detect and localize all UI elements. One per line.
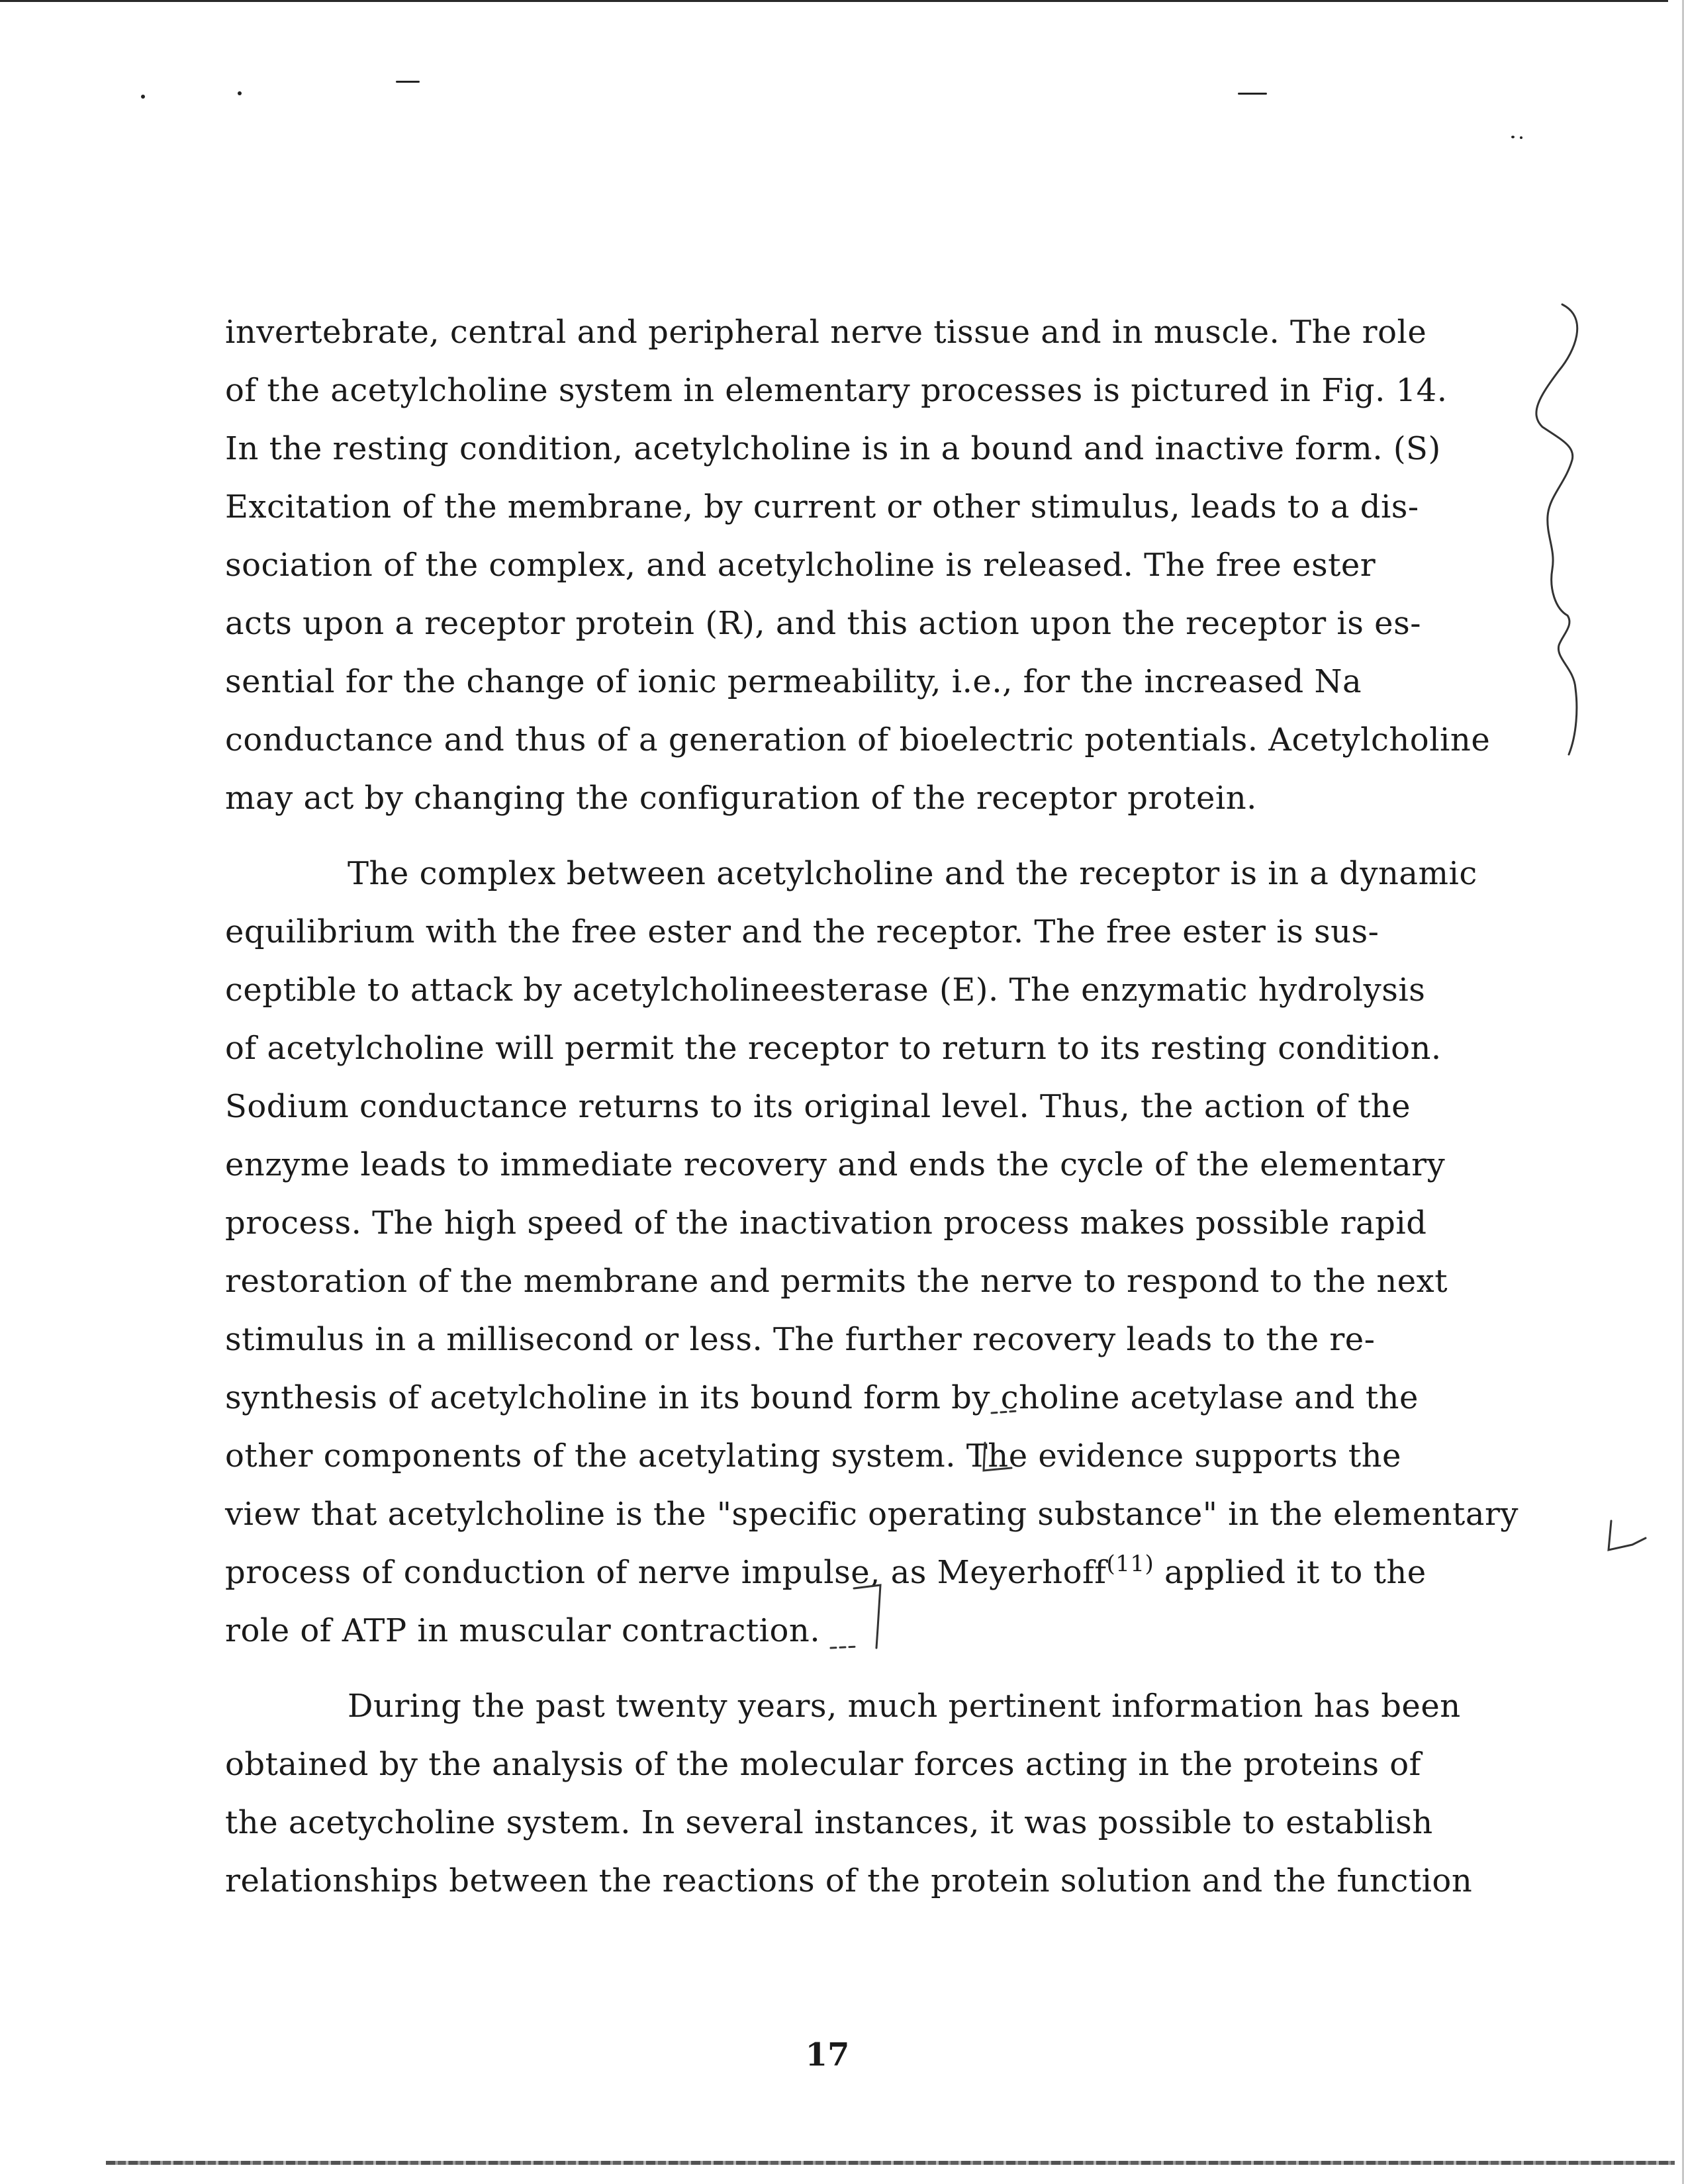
- text-line: obtained by the analysis of the molecular forces acting in the proteins of: [225, 1746, 1421, 1783]
- scan-speck: [141, 95, 145, 99]
- paragraph-gap: [225, 827, 1582, 844]
- text-line: restoration of the membrane and permits the nerve to respond to the next: [225, 1263, 1448, 1300]
- text-line: stimulus in a millisecond or less. The further recovery leads to the re-: [225, 1321, 1376, 1358]
- text-line: enzyme leads to immediate recovery and ends the cycle of the elementary: [225, 1146, 1446, 1183]
- top-scan-edge: [0, 0, 1668, 2]
- scan-mark: [1238, 93, 1267, 95]
- text-line: may act by changing the configuration of the receptor protein.: [225, 780, 1257, 817]
- citation-superscript: (11): [1106, 1551, 1154, 1577]
- text-line: The complex between acetylcholine and the receptor is in a dynamic: [348, 855, 1477, 892]
- text-line: other components of the acetylating system. The evidence supports the: [225, 1437, 1401, 1475]
- pencil-bracket-open-mark: [978, 1410, 1038, 1476]
- text-line: conductance and thus of a generation of bioelectric potentials. Acetylcholine: [225, 721, 1491, 758]
- text-line: view that acetylcholine is the "specific operating substance" in the elementary: [225, 1496, 1519, 1533]
- scan-speck: [1520, 136, 1522, 139]
- paragraph: [225, 303, 1582, 827]
- margin-check-mark: [1602, 1516, 1655, 1562]
- text-line: ceptible to attack by acetylcholineesterase (E). The enzymatic hydrolysis: [225, 972, 1426, 1009]
- text-line: acts upon a receptor protein (R), and this action upon the receptor is es-: [225, 605, 1421, 642]
- text-line: Excitation of the membrane, by current or other stimulus, leads to a dis-: [225, 488, 1419, 525]
- text-line: Sodium conductance returns to its original level. Thus, the action of the: [225, 1088, 1411, 1125]
- text-line: synthesis of acetylcholine in its bound form by choline acetylase and the: [225, 1379, 1419, 1416]
- text-line: In the resting condition, acetylcholine is in a bound and inactive form. (S): [225, 430, 1441, 467]
- page-number: 17: [805, 2036, 850, 2073]
- text-line: During the past twenty years, much pertinent information has been: [348, 1688, 1461, 1725]
- text-fragment: applied it to the: [1154, 1554, 1427, 1591]
- scan-speck: [238, 91, 242, 95]
- text-line-with-citation: [225, 1543, 1582, 1602]
- margin-bracket-mark: [1522, 298, 1609, 774]
- text-line: invertebrate, central and peripheral nerve tissue and in muscle. The role: [225, 314, 1427, 351]
- body-text: [225, 303, 1582, 1910]
- paragraph: [225, 1677, 1582, 1910]
- text-line: sential for the change of ionic permeability, i.e., for the increased Na: [225, 663, 1362, 700]
- paragraph-gap: [225, 1660, 1582, 1677]
- pencil-bracket-close-mark: [827, 1582, 887, 1655]
- scan-mark: [396, 81, 420, 83]
- text-line: of the acetylcholine system in elementary processes is pictured in Fig. 14.: [225, 372, 1448, 409]
- text-line: relationships between the reactions of the protein solution and the function: [225, 1862, 1473, 1899]
- text-line: sociation of the complex, and acetylcholine is released. The free ester: [225, 547, 1376, 584]
- text-line: process. The high speed of the inactivation process makes possible rapid: [225, 1205, 1427, 1242]
- text-line: the acetycholine system. In several instances, it was possible to establish: [225, 1804, 1433, 1841]
- paragraph: [225, 844, 1582, 1660]
- text-line: role of ATP in muscular contraction.: [225, 1612, 821, 1649]
- scan-speck: [1511, 136, 1515, 138]
- bottom-scan-edge: [106, 2161, 1675, 2165]
- text-fragment: process of conduction of nerve impulse, as Meyerhoff: [225, 1554, 1107, 1591]
- text-line: of acetylcholine will permit the receptor to return to its resting condition.: [225, 1030, 1442, 1067]
- text-line: equilibrium with the free ester and the receptor. The free ester is sus-: [225, 913, 1380, 950]
